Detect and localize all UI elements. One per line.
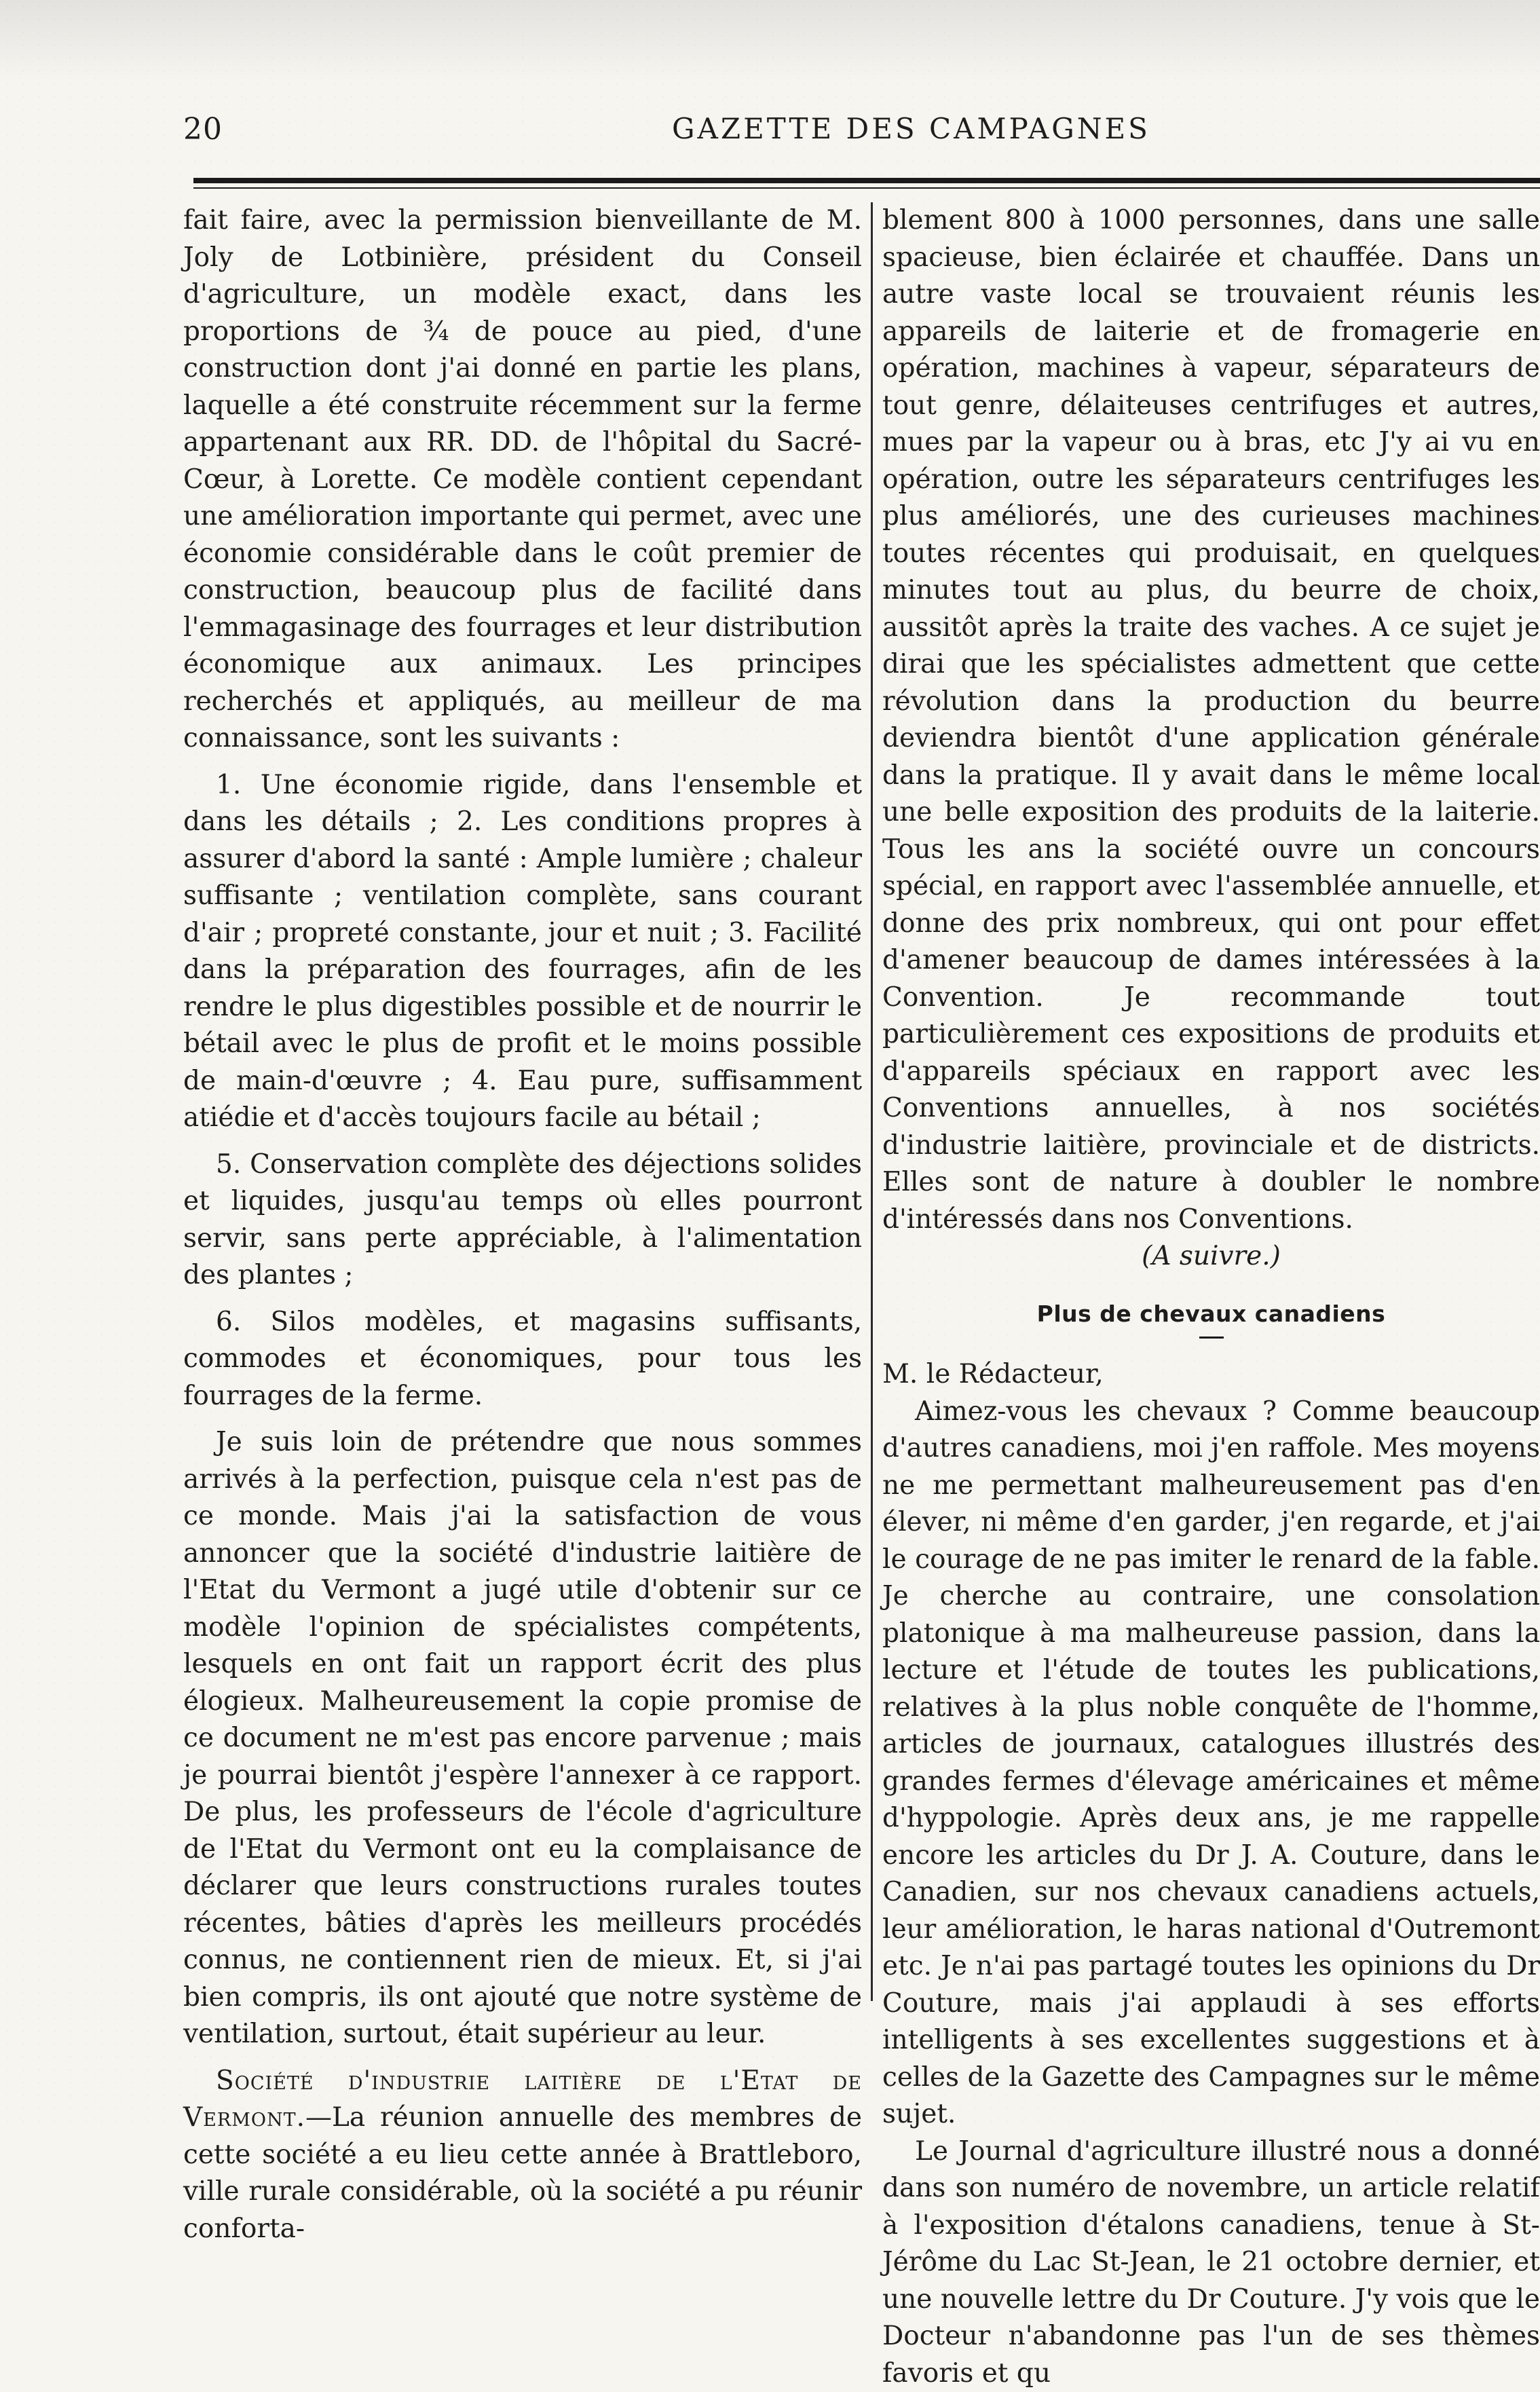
to-be-continued: (A suivre.) (1142, 1241, 1281, 1271)
header-rule-thin (193, 187, 1540, 189)
right-paragraph-3: Le Journal d'agriculture illustré nous a donné dans son numéro de novembre, un article relatif à l'exposition d'étalons canadiens, tenue à St-Jérôme du Lac St-Jean, le 21 octobre dernier, et une nouvelle lettre du Dr Couture. J'y vois que le Docteur n'abandonne pas l'un de ses thèmes favoris et qu (882, 2133, 1540, 2392)
left-paragraph-6 (183, 2063, 862, 2248)
page-header (183, 105, 1534, 153)
left-paragraph-5: Je suis loin de prétendre que nous sommes arrivés à la perfection, puisque cela n'est pas de ce monde. Mais j'ai la satisfaction de vous annoncer que la société d'industrie laitière de l'Etat du Vermont a jugé utile d'obtenir sur ce modèle l'opinion de spécialistes compétents, lesquels en ont fait un rapport écrit des plus élogieux. Malheureusement la copie promise de ce document ne m'est pas encore parvenue ; mais je pourrai bientôt j'espère l'annexer à ce rapport. De plus, les professeurs de l'école d'agriculture de l'Etat du Vermont ont eu la complaisance de déclarer que leurs constructions rurales toutes récentes, bâties d'après les meilleurs procédés connus, ne contiennent rien de mieux. Et, si j'ai bien compris, ils ont ajouté que notre système de ventilation, surtout, était supérieur au leur. (183, 1424, 862, 2053)
header-rule-thick (193, 178, 1540, 183)
left-paragraph-3: 5. Conservation complète des déjections solides et liquides, jusqu'au temps où elles pourront servir, sans perte appréciable, à l'alimentation des plantes ; (183, 1146, 862, 1294)
column-divider (871, 202, 873, 2001)
page-number: 20 (183, 112, 223, 147)
right-paragraph-1: blement 800 à 1000 personnes, dans une salle spacieuse, bien éclairée et chauffée. Dans un autre vaste local se trouvaient réunis les appareils de laiterie et de fromagerie en opération, machines à vapeur, séparateurs de tout genre, délaiteuses centrifuges et autres, mues par la vapeur ou à bras, etc J'y ai vu en opération, outre les séparateurs centrifuges les plus améliorés, une des curieuses machines toutes récentes qui produisait, en quelques minutes tout au plus, du beurre de choix, aussitôt après la traite des vaches. A ce sujet je dirai que les spécialistes admettent que cette révolution dans la production du beurre deviendra bientôt d'une application générale dans la pratique. Il y avait dans le même local une belle exposition des produits de la laiterie. Tous les ans la société ouvre un concours spécial, en rapport avec l'assemblée annuelle, et donne des prix nombreux, qui ont pour effet d'amener beaucoup de dames intéressées à la Convention. Je recommande tout particulièrement ces expositions de produits et d'appareils spéciaux en rapport avec les Conventions annuelles, à nos sociétés d'industrie laitière, provinciale et de districts. Elles sont de nature à doubler le nombre d'intéressés dans nos Conventions. (882, 202, 1540, 1238)
society-body: —La réunion annuelle des membres de cette société a eu lieu cette année à Brattleboro, ville rurale considérable, où la société a pu réunir conforta- (183, 2102, 862, 2244)
right-paragraph-2: Aimez-vous les chevaux ? Comme beaucoup d'autres canadiens, moi j'en raffole. Mes moyens ne me permettant malheureusement pas d'en élever, ni même d'en garder, j'en regarde, et j'ai le courage de ne pas imiter le renard de la fable. Je cherche au contraire, une consolation platonique à ma malheureuse passion, dans la lecture et l'étude de toutes les publications, relatives à la plus noble conquête de l'homme, articles de journaux, catalogues illustrés des grandes fermes d'élevage américaines et même d'hyppologie. Après deux ans, je me rappelle encore les articles du Dr J. A. Couture, dans le Canadien, sur nos chevaux canadiens actuels, leur amélioration, le haras national d'Outremont etc. Je n'ai pas partagé toutes les opinions du Dr Couture, mais j'ai applaudi à ses efforts intelligents à ses excellentes suggestions et à celles de la Gazette des Campagnes sur le même sujet. (882, 1394, 1540, 2133)
left-paragraph-4: 6. Silos modèles, et magasins suffisants, commodes et économiques, pour tous les fourrages de la ferme. (183, 1304, 862, 1415)
scan-noise (0, 0, 1540, 81)
running-title: GAZETTE DES CAMPAGNES (672, 112, 1150, 145)
salutation: M. le Rédacteur, (882, 1356, 1540, 1394)
society-heading: Société d'industrie laitière de l'Etat de Vermont. (183, 2066, 862, 2133)
left-paragraph-1: fait faire, avec la permission bienveillante de M. Joly de Lotbinière, président du Conseil d'agriculture, un modèle exact, dans les proportions de ¾ de pouce au pied, d'une construction dont j'ai donné en partie les plans, laquelle a été construite récemment sur la ferme appartenant aux RR. DD. de l'hôpital du Sacré-Cœur, à Lorette. Ce modèle contient cependant une amélioration importante qui permet, avec une économie considérable dans le coût premier de construction, beaucoup plus de facilité dans l'emmagasinage des fourrages et leur distribution économique aux animaux. Les principes recherchés et appliqués, au meilleur de ma connaissance, sont les suivants : (183, 202, 862, 758)
section-title: Plus de chevaux canadiens (882, 1296, 1540, 1333)
left-column (183, 202, 862, 2049)
right-column (882, 202, 1540, 2049)
section-divider (1199, 1337, 1224, 1339)
left-paragraph-2: 1. Une économie rigide, dans l'ensemble et dans les détails ; 2. Les conditions propres à assurer d'abord la santé : Ample lumière ; chaleur suffisante ; ventilation complète, sans courant d'air ; propreté constante, jour et nuit ; 3. Facilité dans la préparation des fourrages, afin de les rendre le plus digestibles possible et de nourrir le bétail avec le plus de profit et le moins possible de main-d'œuvre ; 4. Eau pure, suffisamment atiédie et d'accès toujours facile au bétail ; (183, 767, 862, 1137)
